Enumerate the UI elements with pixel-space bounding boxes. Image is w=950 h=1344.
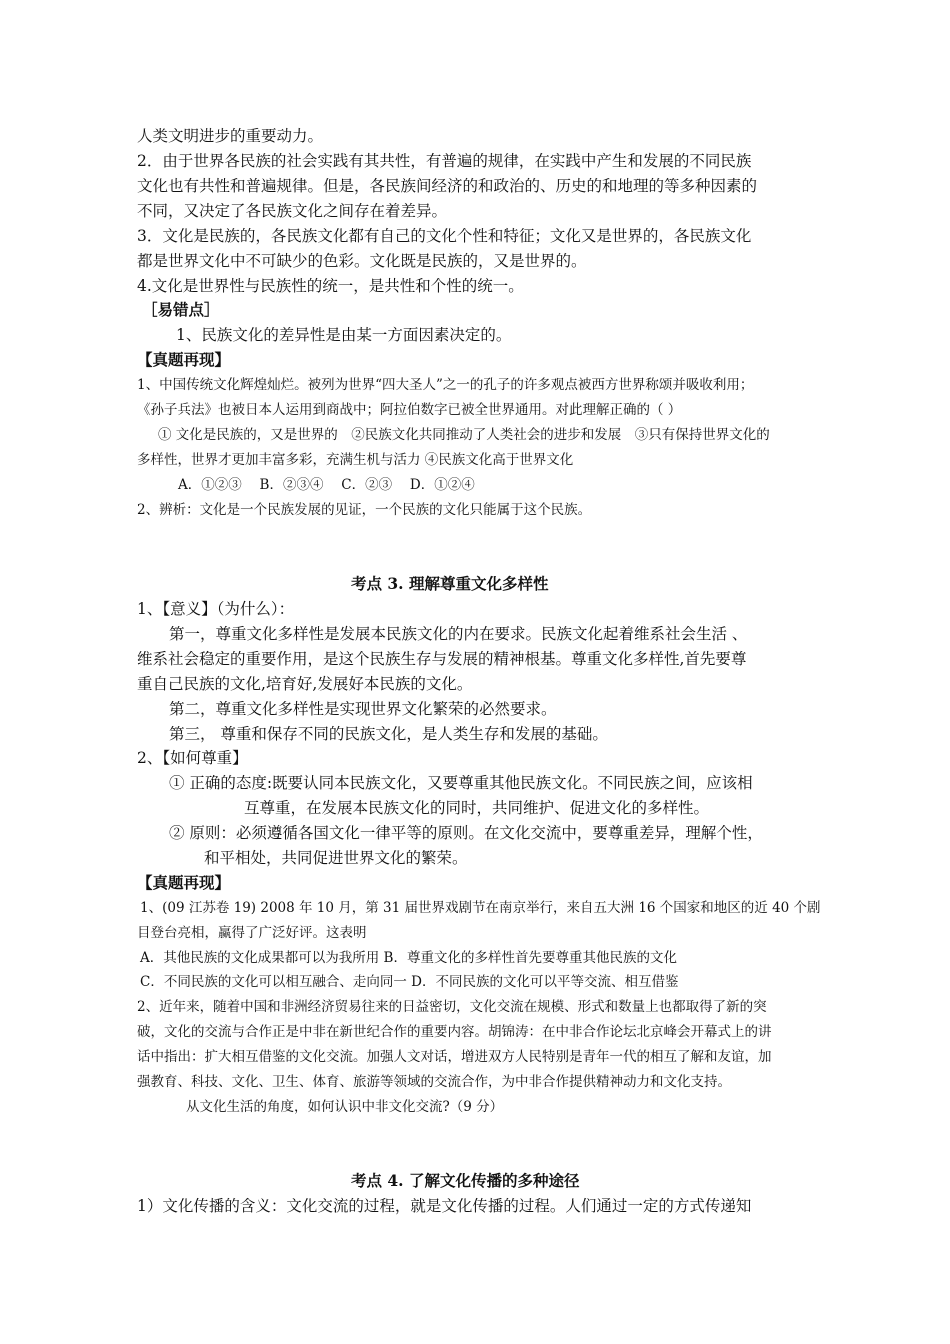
text-line: 3．文化是民族的，各民族文化都有自己的文化个性和特征；文化又是世界的，各民族文化: [137, 227, 752, 245]
text-line: 第三， 尊重和保存不同的民族文化，是人类生存和发展的基础。: [169, 725, 608, 743]
text-line: 都是世界文化中不可缺少的色彩。文化既是民族的，又是世界的。: [137, 252, 587, 270]
text-line: 1、民族文化的差异性是由某一方面因素决定的。: [176, 326, 512, 344]
section-heading: ［易错点］: [142, 300, 220, 319]
text-line: 第一，尊重文化多样性是发展本民族文化的内在要求。民族文化起着维系社会生活 、: [169, 625, 748, 643]
text-line: 和平相处，共同促进世界文化的繁荣。: [204, 849, 468, 867]
section-heading: 【真题再现】: [137, 350, 231, 369]
text-line: 目登台亮相，赢得了广泛好评。这表明: [137, 925, 367, 941]
text-line: 破，文化的交流与合作正是中非在新世纪合作的重要内容。胡锦涛：在中非合作论坛北京峰会开幕式上的讲: [137, 1024, 772, 1040]
text-line: ① 文化是民族的，又是世界的 ②民族文化共同推动了人类社会的进步和发展 ③只有保持世界文化的: [158, 427, 770, 443]
text-line: ① 正确的态度:既要认同本民族文化，又要尊重其他民族文化。不同民族之间，应该相: [169, 774, 753, 792]
text-line: 维系社会稳定的重要作用，是这个民族生存与发展的精神根基。尊重文化多样性,首先要尊: [137, 650, 747, 668]
text-line: 1、(09 江苏卷 19) 2008 年 10 月，第 31 届世界戏剧节在南京举行，来自五大洲 16 个国家和地区的近 40 个剧: [140, 900, 821, 916]
text-line: 人类文明进步的重要动力。: [137, 127, 324, 145]
text-line: 2．由于世界各民族的社会实践有其共性，有普遍的规律，在实践中产生和发展的不同民族: [137, 152, 752, 170]
text-line: 第二，尊重文化多样性是实现世界文化繁荣的必然要求。: [169, 700, 557, 718]
text-line: 互尊重，在发展本民族文化的同时，共同维护、促进文化的多样性。: [244, 799, 710, 817]
text-line: 1）文化传播的含义：文化交流的过程，就是文化传播的过程。人们通过一定的方式传递知: [137, 1197, 752, 1215]
text-line: 多样性，世界才更加丰富多彩，充满生机与活力 ④民族文化高于世界文化: [137, 452, 574, 468]
text-line: 《孙子兵法》也被日本人运用到商战中；阿拉伯数字已被全世界通用。对此理解正确的（ ）: [137, 402, 682, 418]
text-line: 话中指出：扩大相互借鉴的文化交流。加强人文对话，增进双方人民特别是青年一代的相互了解和友谊，加: [137, 1049, 772, 1065]
text-line: C．不同民族的文化可以相互融合、走向同一 D．不同民族的文化可以平等交流、相互借鉴: [140, 974, 679, 990]
text-line: 1、中国传统文化辉煌灿烂。被列为世界“四大圣人”之一的孔子的许多观点被西方世界称颂并吸收利用；: [137, 377, 754, 393]
text-line: A．其他民族的文化成果都可以为我所用 B．尊重文化的多样性首先要尊重其他民族的文化: [140, 950, 677, 966]
text-line: 文化也有共性和普遍规律。但是，各民族间经济的和政治的、历史的和地理的等多种因素的: [137, 177, 758, 195]
section-heading: 【真题再现】: [137, 873, 231, 892]
text-line: 强教育、科技、文化、卫生、体育、旅游等领域的交流合作，为中非合作提供精神动力和文化支持。: [137, 1074, 731, 1090]
text-line: 2、辨析：文化是一个民族发展的见证，一个民族的文化只能属于这个民族。: [137, 502, 592, 518]
section-title: 考点 4. 了解文化传播的多种途径: [351, 1171, 580, 1190]
text-line: ② 原则：必须遵循各国文化一律平等的原则。在文化交流中，要尊重差异，理解个性，: [169, 824, 763, 842]
text-line: 2、近年来，随着中国和非洲经济贸易往来的日益密切，文化交流在规模、形式和数量上也都取得了新的突: [137, 999, 767, 1015]
text-line: 不同，又决定了各民族文化之间存在着差异。: [137, 202, 448, 220]
answer-options: A．①②③ B．②③④ C．②③ D．①②④: [178, 477, 475, 493]
text-line: 4.文化是世界性与民族性的统一，是共性和个性的统一。: [137, 277, 524, 295]
text-line: 2、【如何尊重】: [137, 749, 248, 767]
section-title: 考点 3. 理解尊重文化多样性: [351, 574, 549, 593]
text-line: 从文化生活的角度，如何认识中非文化交流?（9 分）: [186, 1099, 504, 1115]
text-line: 重自己民族的文化,培育好,发展好本民族的文化。: [137, 675, 473, 693]
text-line: 1、【意义】（为什么）：: [137, 600, 295, 618]
